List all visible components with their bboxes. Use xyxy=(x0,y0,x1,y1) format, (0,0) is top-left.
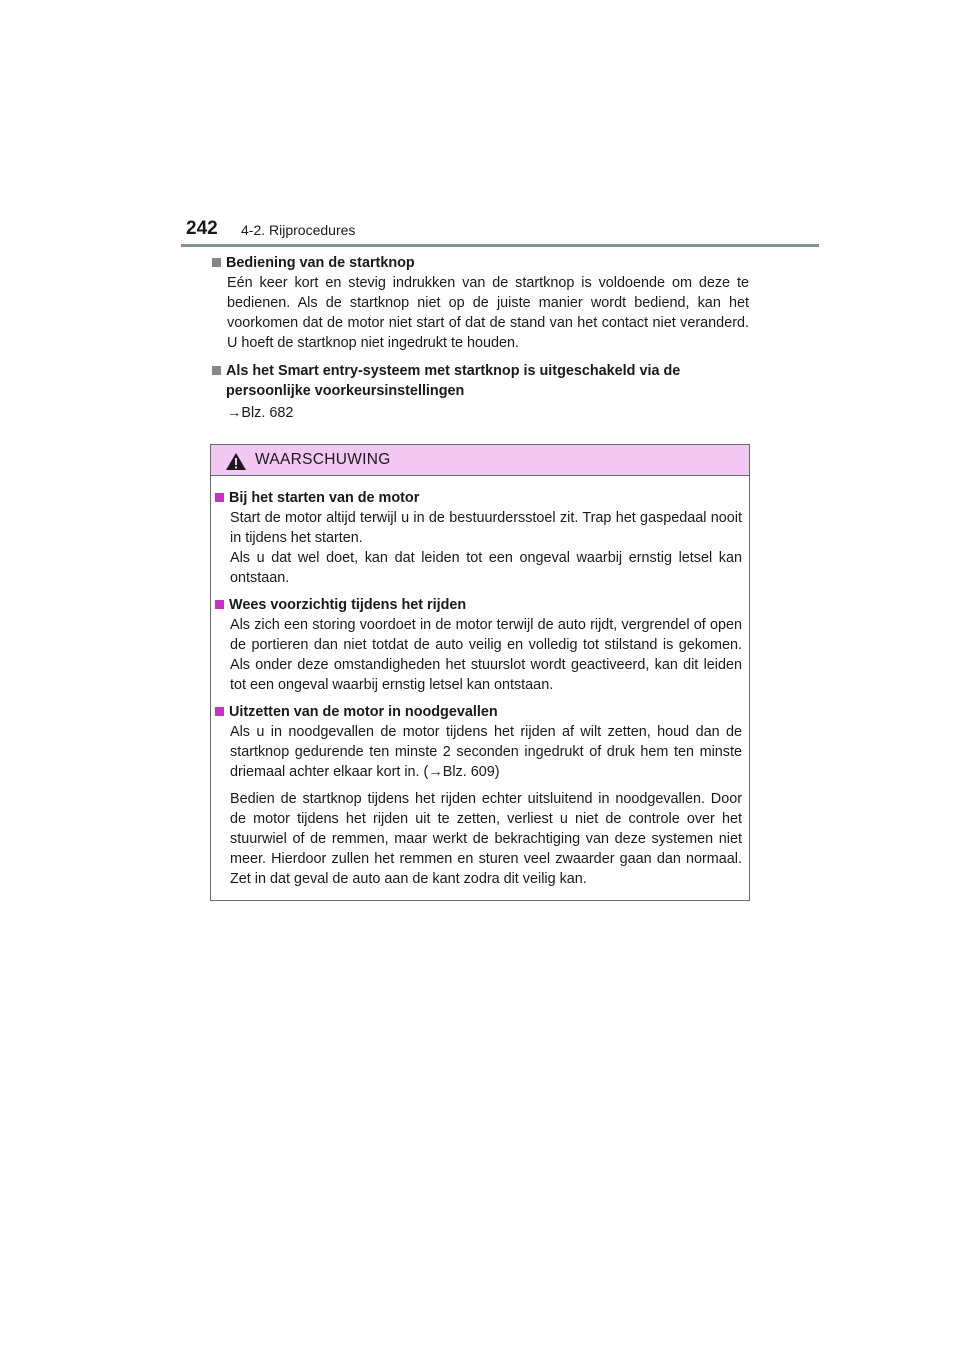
warning-title: WAARSCHUWING xyxy=(255,451,391,468)
square-bullet-icon xyxy=(215,707,224,716)
page-number: 242 xyxy=(186,218,218,239)
warning-box xyxy=(210,444,750,901)
item-body: Eén keer kort en stevig indrukken van de startknop is voldoende om deze te bedienen. Als de startknop niet op de juiste manier wordt bediend, kan het voorkomen dat de motor niet start of dat de stand van het contact niet veranderd. U hoeft de startknop niet ingedrukt te houden. xyxy=(227,275,749,351)
page-reference-link[interactable]: →Blz. 682 xyxy=(227,405,294,421)
item-smart-entry xyxy=(211,361,749,423)
item-heading xyxy=(211,361,749,401)
square-bullet-icon xyxy=(212,258,221,267)
warning-item-title: Bij het starten van de motor xyxy=(229,490,420,506)
warning-item-starting xyxy=(214,488,742,588)
item-heading xyxy=(211,253,749,273)
warning-item-emergency xyxy=(214,702,742,889)
warning-paragraph: Als u dat wel doet, kan dat leiden tot een ongeval waarbij ernstig letsel kan ontstaan. xyxy=(230,550,742,586)
section-title: 4-2. Rijprocedures xyxy=(241,222,356,238)
warning-triangle-icon xyxy=(225,452,247,476)
square-bullet-icon xyxy=(212,366,221,375)
warning-paragraph: Als zich een storing voordoet in de motor terwijl de auto rijdt, vergrendel of open de portieren dan niet totdat de auto veilig en volledig tot stilstand is gekomen. Als onder deze omstandigheden het stuurslot wordt geactiveerd, kan dit leiden tot een ongeval waarbij ernstig letsel kan ontstaan. xyxy=(230,617,742,693)
warning-item-heading xyxy=(214,488,742,508)
item-title: Als het Smart entry-systeem met startknop is uitgeschakeld via de persoonlijke voorkeursinstellingen xyxy=(226,363,681,399)
warning-item-driving xyxy=(214,595,742,695)
square-bullet-icon xyxy=(215,493,224,502)
warning-item-title: Uitzetten van de motor in noodgevallen xyxy=(229,704,498,720)
item-title: Bediening van de startknop xyxy=(226,255,415,271)
item-startknop xyxy=(211,253,749,353)
main-content xyxy=(211,253,749,431)
warning-paragraph: Als u in noodgevallen de motor tijdens het rijden af wilt zetten, houd dan de startknop gedurende ten minste 2 seconden ingedrukt of druk hem ten minste driemaal achter elkaar kort in. (→Blz. 609) xyxy=(230,724,742,780)
header-rule xyxy=(181,244,819,247)
warning-item-heading xyxy=(214,595,742,615)
warning-header xyxy=(211,445,749,476)
warning-body xyxy=(211,476,749,889)
warning-item-heading xyxy=(214,702,742,722)
warning-item-title: Wees voorzichtig tijdens het rijden xyxy=(229,597,467,613)
warning-paragraph: Bedien de startknop tijdens het rijden echter uitsluitend in noodgevallen. Door de motor tijdens het rijden uit te zetten, verliest u niet de controle over het stuurwiel of de remmen, maar werkt de bekrachtiging van deze systemen niet meer. Hierdoor zullen het remmen en sturen veel zwaarder gaan dan normaal. Zet in dat geval de auto aan de kant zodra dit veilig kan. xyxy=(230,791,742,887)
warning-paragraph: Start de motor altijd terwijl u in de bestuurdersstoel zit. Trap het gaspedaal nooit in tijdens het starten. xyxy=(230,510,742,546)
square-bullet-icon xyxy=(215,600,224,609)
